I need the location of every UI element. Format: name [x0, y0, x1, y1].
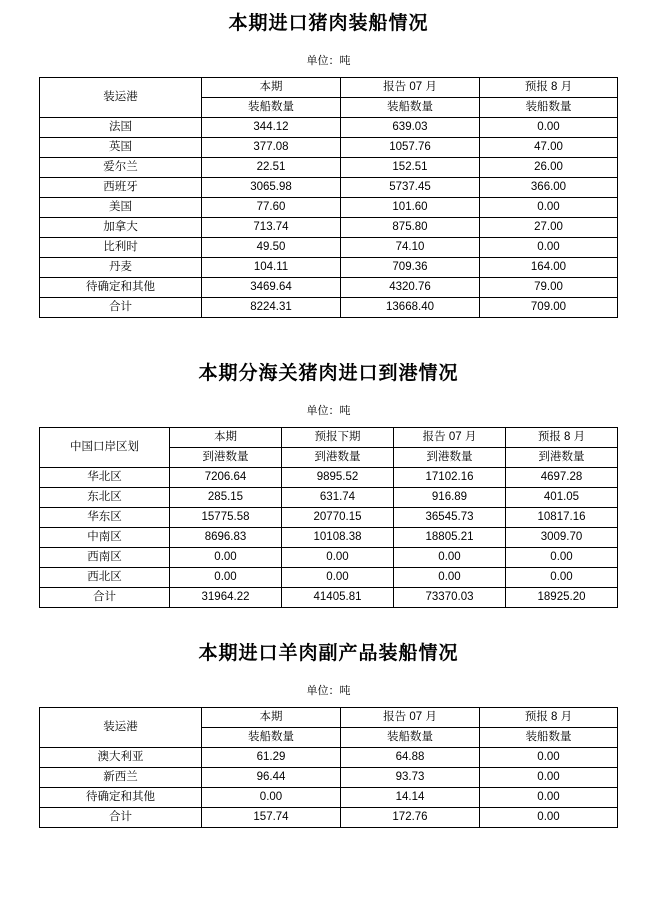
- cell-value: 366.00: [480, 178, 618, 198]
- cell-value: 0.00: [480, 238, 618, 258]
- col-header-forecast-aug: 预报 8 月: [506, 428, 618, 448]
- pork-arrival-table: [39, 427, 618, 608]
- row-label: 待确定和其他: [40, 788, 202, 808]
- table-header-row-top: [40, 708, 618, 728]
- row-label: 中南区: [40, 528, 170, 548]
- col-subheader-qty-4: 到港数量: [506, 448, 618, 468]
- section-spacer: [0, 608, 657, 638]
- table-row: [40, 568, 618, 588]
- table-row: [40, 118, 618, 138]
- row-label: 西北区: [40, 568, 170, 588]
- unit-label: 单位：吨: [306, 405, 351, 417]
- cell-value: 0.00: [480, 748, 618, 768]
- row-label-total: 合计: [40, 588, 170, 608]
- table-row: [40, 278, 618, 298]
- col-subheader-qty-3: 装船数量: [480, 98, 618, 118]
- cell-value: 285.15: [170, 488, 282, 508]
- section-spacer: [0, 318, 657, 358]
- table-body: [40, 748, 618, 828]
- table-row: [40, 218, 618, 238]
- table-row-total: [40, 298, 618, 318]
- spacer: [0, 385, 657, 402]
- cell-value: 4320.76: [341, 278, 480, 298]
- table-row: [40, 528, 618, 548]
- cell-value: 0.00: [202, 788, 341, 808]
- cell-value: 0.00: [480, 768, 618, 788]
- cell-value: 344.12: [202, 118, 341, 138]
- cell-value: 101.60: [341, 198, 480, 218]
- cell-value: 79.00: [480, 278, 618, 298]
- cell-value-total: 8224.31: [202, 298, 341, 318]
- cell-value-total: 31964.22: [170, 588, 282, 608]
- col-header-current: 本期: [170, 428, 282, 448]
- row-label: 新西兰: [40, 768, 202, 788]
- row-label: 法国: [40, 118, 202, 138]
- col-header-port: 装运港: [40, 708, 202, 748]
- cell-value: 152.51: [341, 158, 480, 178]
- row-label: 丹麦: [40, 258, 202, 278]
- col-subheader-qty-2: 到港数量: [282, 448, 394, 468]
- row-label-total: 合计: [40, 298, 202, 318]
- cell-value: 3009.70: [506, 528, 618, 548]
- cell-value: 0.00: [480, 118, 618, 138]
- row-label: 英国: [40, 138, 202, 158]
- col-subheader-qty-3: 装船数量: [480, 728, 618, 748]
- table-body: [40, 468, 618, 608]
- cell-value: 61.29: [202, 748, 341, 768]
- cell-value: 18805.21: [394, 528, 506, 548]
- cell-value-total: 73370.03: [394, 588, 506, 608]
- col-header-report-july: 报告 07 月: [341, 78, 480, 98]
- col-header-forecast-next: 预报下期: [282, 428, 394, 448]
- section-title: 本期分海关猪肉进口到港情况: [198, 363, 459, 384]
- table-row-total: [40, 588, 618, 608]
- spacer: [0, 68, 657, 77]
- table-row: [40, 158, 618, 178]
- row-label: 澳大利亚: [40, 748, 202, 768]
- table-row-total: [40, 808, 618, 828]
- row-label: 爱尔兰: [40, 158, 202, 178]
- table-header: [40, 78, 618, 118]
- section-title: 本期进口猪肉装船情况: [228, 13, 429, 34]
- cell-value: 3469.64: [202, 278, 341, 298]
- row-label: 华东区: [40, 508, 170, 528]
- cell-value-total: 41405.81: [282, 588, 394, 608]
- row-label-total: 合计: [40, 808, 202, 828]
- table-row: [40, 258, 618, 278]
- cell-value: 0.00: [170, 548, 282, 568]
- row-label: 待确定和其他: [40, 278, 202, 298]
- cell-value: 8696.83: [170, 528, 282, 548]
- spacer: [0, 665, 657, 682]
- table-header: [40, 428, 618, 468]
- cell-value: 15775.58: [170, 508, 282, 528]
- cell-value: 3065.98: [202, 178, 341, 198]
- cell-value: 17102.16: [394, 468, 506, 488]
- table-row: [40, 488, 618, 508]
- row-label: 比利时: [40, 238, 202, 258]
- col-subheader-qty-1: 装船数量: [202, 98, 341, 118]
- mutton-offal-shipment-table: [39, 707, 618, 828]
- table-row: [40, 138, 618, 158]
- cell-value: 20770.15: [282, 508, 394, 528]
- cell-value: 0.00: [170, 568, 282, 588]
- cell-value: 0.00: [282, 548, 394, 568]
- col-header-forecast-aug: 预报 8 月: [480, 78, 618, 98]
- cell-value: 0.00: [506, 568, 618, 588]
- row-label: 西南区: [40, 548, 170, 568]
- cell-value: 631.74: [282, 488, 394, 508]
- cell-value-total: 0.00: [480, 808, 618, 828]
- cell-value: 639.03: [341, 118, 480, 138]
- cell-value: 47.00: [480, 138, 618, 158]
- row-label: 华北区: [40, 468, 170, 488]
- spacer: [0, 35, 657, 52]
- cell-value: 49.50: [202, 238, 341, 258]
- section-title: 本期进口羊肉副产品装船情况: [198, 643, 459, 664]
- col-header-report-july: 报告 07 月: [394, 428, 506, 448]
- col-subheader-qty-1: 到港数量: [170, 448, 282, 468]
- cell-value: 0.00: [480, 198, 618, 218]
- table-row: [40, 748, 618, 768]
- table-row: [40, 238, 618, 258]
- cell-value: 164.00: [480, 258, 618, 278]
- unit-label: 单位：吨: [306, 685, 351, 697]
- cell-value: 74.10: [341, 238, 480, 258]
- cell-value: 96.44: [202, 768, 341, 788]
- cell-value: 713.74: [202, 218, 341, 238]
- cell-value: 104.11: [202, 258, 341, 278]
- cell-value: 7206.64: [170, 468, 282, 488]
- table-row: [40, 468, 618, 488]
- cell-value: 77.60: [202, 198, 341, 218]
- col-subheader-qty-3: 到港数量: [394, 448, 506, 468]
- col-header-port: 装运港: [40, 78, 202, 118]
- cell-value-total: 18925.20: [506, 588, 618, 608]
- cell-value: 64.88: [341, 748, 480, 768]
- section-mutton-offal-shipment: [0, 638, 657, 828]
- pork-shipment-table: [39, 77, 618, 318]
- table-header: [40, 708, 618, 748]
- table-body: [40, 118, 618, 318]
- col-header-current: 本期: [202, 78, 341, 98]
- row-label: 东北区: [40, 488, 170, 508]
- table-row: [40, 198, 618, 218]
- spacer: [0, 418, 657, 427]
- cell-value: 0.00: [394, 568, 506, 588]
- table-row: [40, 178, 618, 198]
- row-label: 加拿大: [40, 218, 202, 238]
- cell-value: 875.80: [341, 218, 480, 238]
- col-header-report-july: 报告 07 月: [341, 708, 480, 728]
- cell-value: 0.00: [480, 788, 618, 808]
- col-header-forecast-aug: 预报 8 月: [480, 708, 618, 728]
- cell-value: 10108.38: [282, 528, 394, 548]
- col-header-current: 本期: [202, 708, 341, 728]
- cell-value: 377.08: [202, 138, 341, 158]
- cell-value: 36545.73: [394, 508, 506, 528]
- cell-value: 26.00: [480, 158, 618, 178]
- cell-value: 14.14: [341, 788, 480, 808]
- col-subheader-qty-1: 装船数量: [202, 728, 341, 748]
- cell-value: 22.51: [202, 158, 341, 178]
- cell-value: 93.73: [341, 768, 480, 788]
- col-subheader-qty-2: 装船数量: [341, 728, 480, 748]
- table-row: [40, 768, 618, 788]
- cell-value: 9895.52: [282, 468, 394, 488]
- spacer: [0, 698, 657, 707]
- cell-value: 401.05: [506, 488, 618, 508]
- cell-value: 5737.45: [341, 178, 480, 198]
- cell-value: 916.89: [394, 488, 506, 508]
- cell-value: 10817.16: [506, 508, 618, 528]
- cell-value: 0.00: [394, 548, 506, 568]
- unit-label: 单位：吨: [306, 55, 351, 67]
- top-spacer: [0, 0, 657, 8]
- table-row: [40, 508, 618, 528]
- row-label: 美国: [40, 198, 202, 218]
- cell-value-total: 157.74: [202, 808, 341, 828]
- cell-value: 4697.28: [506, 468, 618, 488]
- table-header-row-top: [40, 78, 618, 98]
- col-subheader-qty-2: 装船数量: [341, 98, 480, 118]
- cell-value-total: 13668.40: [341, 298, 480, 318]
- table-row: [40, 788, 618, 808]
- cell-value: 709.36: [341, 258, 480, 278]
- row-label: 西班牙: [40, 178, 202, 198]
- section-pork-shipment: [0, 8, 657, 318]
- cell-value-total: 709.00: [480, 298, 618, 318]
- cell-value: 1057.76: [341, 138, 480, 158]
- cell-value: 27.00: [480, 218, 618, 238]
- section-pork-arrival: [0, 358, 657, 608]
- table-header-row-top: [40, 428, 618, 448]
- cell-value: 0.00: [282, 568, 394, 588]
- table-row: [40, 548, 618, 568]
- cell-value: 0.00: [506, 548, 618, 568]
- col-header-region: 中国口岸区划: [40, 428, 170, 468]
- cell-value-total: 172.76: [341, 808, 480, 828]
